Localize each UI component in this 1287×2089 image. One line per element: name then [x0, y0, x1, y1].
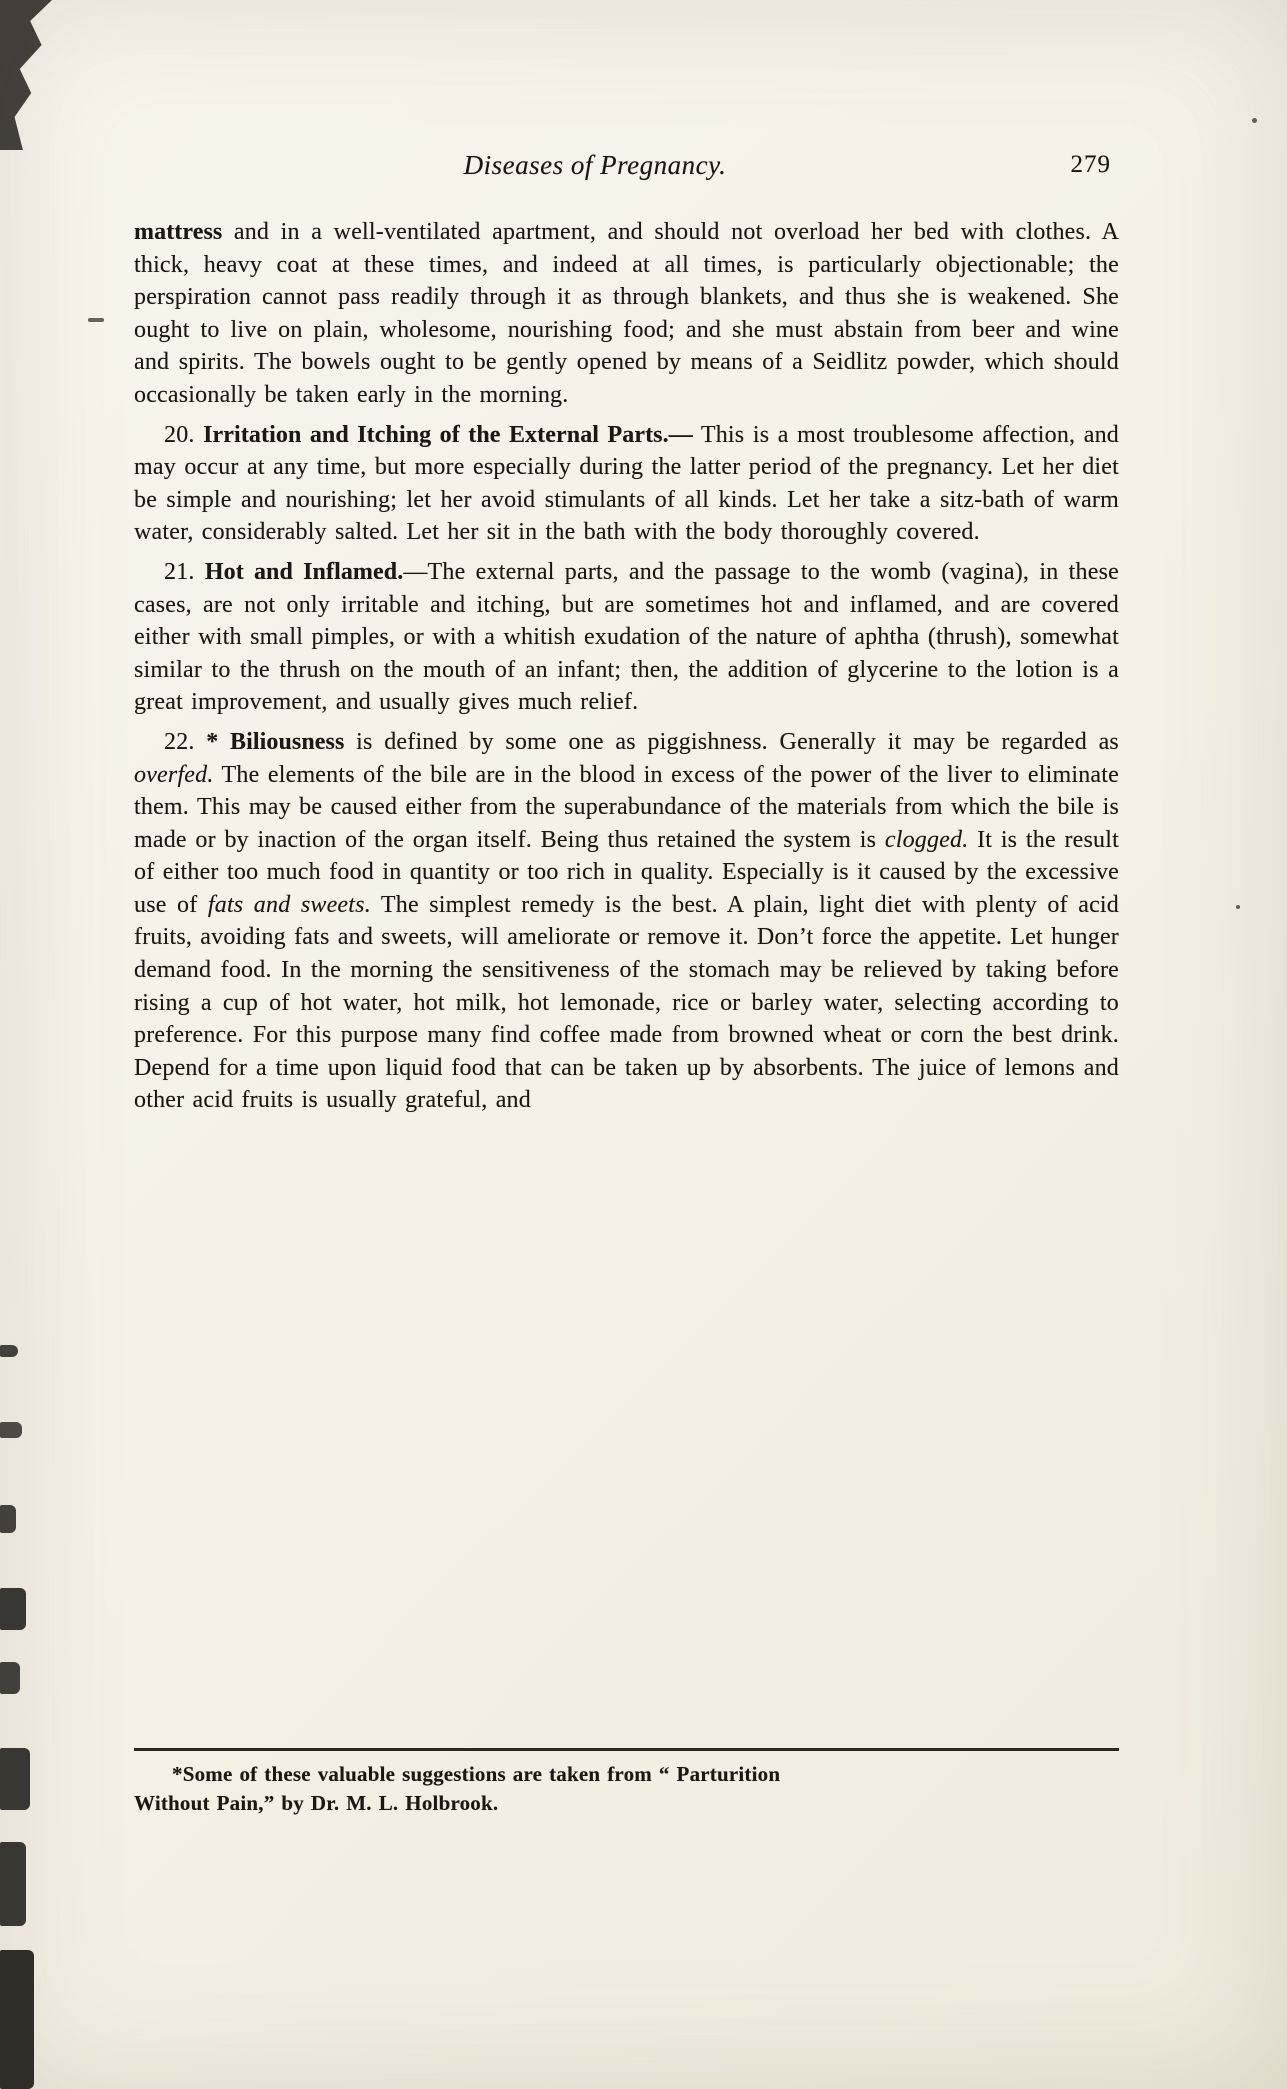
- scan-artifact-edge-7: [0, 1842, 26, 1926]
- scan-artifact-edge-6: [0, 1748, 30, 1810]
- scan-artifact-edge-2: [0, 1422, 22, 1438]
- paragraph-heading-run: Hot and Inflamed.: [204, 558, 404, 585]
- scan-artifact-margin-dash: [88, 318, 104, 322]
- scan-artifact-edge-1: [0, 1345, 18, 1357]
- scan-artifact-edge-3: [0, 1505, 16, 1533]
- paragraph-heading-run: * Biliousness: [206, 728, 345, 755]
- paragraph-heading-run: Irritation and Itching of the External Parts.—: [203, 421, 693, 448]
- text-run: 22.: [164, 728, 207, 755]
- scan-artifact-edge-4: [0, 1588, 26, 1630]
- italic-run: clogged.: [884, 826, 969, 853]
- text-run: and in a well-ventilated apartment, and should not overload her bed with clothes. A thick, heavy coat at these times, and indeed at all times, is particularly objectionable; the perspiration cannot pass readily through it as through blankets, and thus she is weakened. She ought to live on plain, wholesome, nourishing food; and she must abstain from beer and wine and spirits. The bowels ought to be gently opened by means of a Seidlitz powder, which should occasionally be taken early in the morning.: [134, 219, 1119, 408]
- page-header: [134, 150, 1119, 190]
- paragraph: [134, 419, 1119, 549]
- footnote: [134, 1760, 1119, 1818]
- text-run: is defined by some one as piggishness. Generally it may be regarded as: [344, 728, 1119, 755]
- text-run: It is the result of either too much food in quantity or too rich in quality. Especially is it caused by the excessive use of: [134, 826, 1119, 918]
- text-run: The simplest remedy is the best. A plain, light diet with plenty of acid fruits, avoiding fats and sweets, will ameliorate or remove it. Don’t force the appetite. Let hunger demand food. In the morning the sensitiveness of the stomach may be relieved by taking before rising a cup of hot water, hot milk, hot lemonade, rice or barley water, selecting according to preference. For this purpose many find coffee made from browned wheat or corn the best drink. Depend for a time upon liquid food that can be taken up by absorbents. The juice of lemons and other acid fruits is usually grateful, and: [134, 891, 1119, 1114]
- footnote-rule: [134, 1748, 1119, 1751]
- scan-artifact-edge-8: [0, 1950, 34, 2089]
- paragraph: [134, 216, 1119, 412]
- text-run: The elements of the bile are in the blood in excess of the power of the liver to eliminate them. This may be caused either from the superabundance of the materials from which the bile is made or by inaction of the organ itself. Being thus retained the system is: [134, 761, 1119, 853]
- footnote-line-2: Without Pain,” by Dr. M. L. Holbrook.: [134, 1791, 499, 1815]
- page-body: [134, 216, 1119, 1124]
- italic-run: fats and sweets.: [207, 891, 371, 918]
- page-number: 279: [1070, 151, 1111, 178]
- running-title: Diseases of Pregnancy.: [463, 150, 727, 180]
- text-run: 20.: [164, 421, 204, 448]
- footnote-line-1: *Some of these valuable suggestions are taken from “ Parturition: [172, 1762, 781, 1786]
- italic-run: overfed.: [134, 761, 214, 788]
- text-run: —The external parts, and the passage to the womb (vagina), in these cases, are not only irritable and itching, but are sometimes hot and inflamed, and are covered either with small pimples, or with a whitish exudation of the nature of aphtha (thrush), somewhat similar to the thrush on the mouth of an infant; then, the addition of glycerine to the lotion is a great improvement, and usually gives much relief.: [134, 558, 1119, 716]
- text-run: This is a most troublesome affection, and may occur at any time, but more especially during the latter period of the pregnancy. Let her diet be simple and nourishing; let her avoid stimulants of all kinds. Let her take a sitz-bath of warm water, considerably salted. Let her sit in the bath with the body thoroughly covered.: [134, 421, 1120, 546]
- scan-artifact-speck-1: [1252, 118, 1257, 123]
- paragraph-heading-run: mattress: [134, 219, 223, 245]
- paragraph: [134, 726, 1119, 1117]
- scan-artifact-speck-2: [1236, 905, 1240, 909]
- scan-artifact-edge-5: [0, 1662, 20, 1694]
- text-run: 21.: [164, 558, 205, 585]
- paragraph: [134, 556, 1119, 719]
- scan-artifact-corner-tear: [0, 0, 52, 150]
